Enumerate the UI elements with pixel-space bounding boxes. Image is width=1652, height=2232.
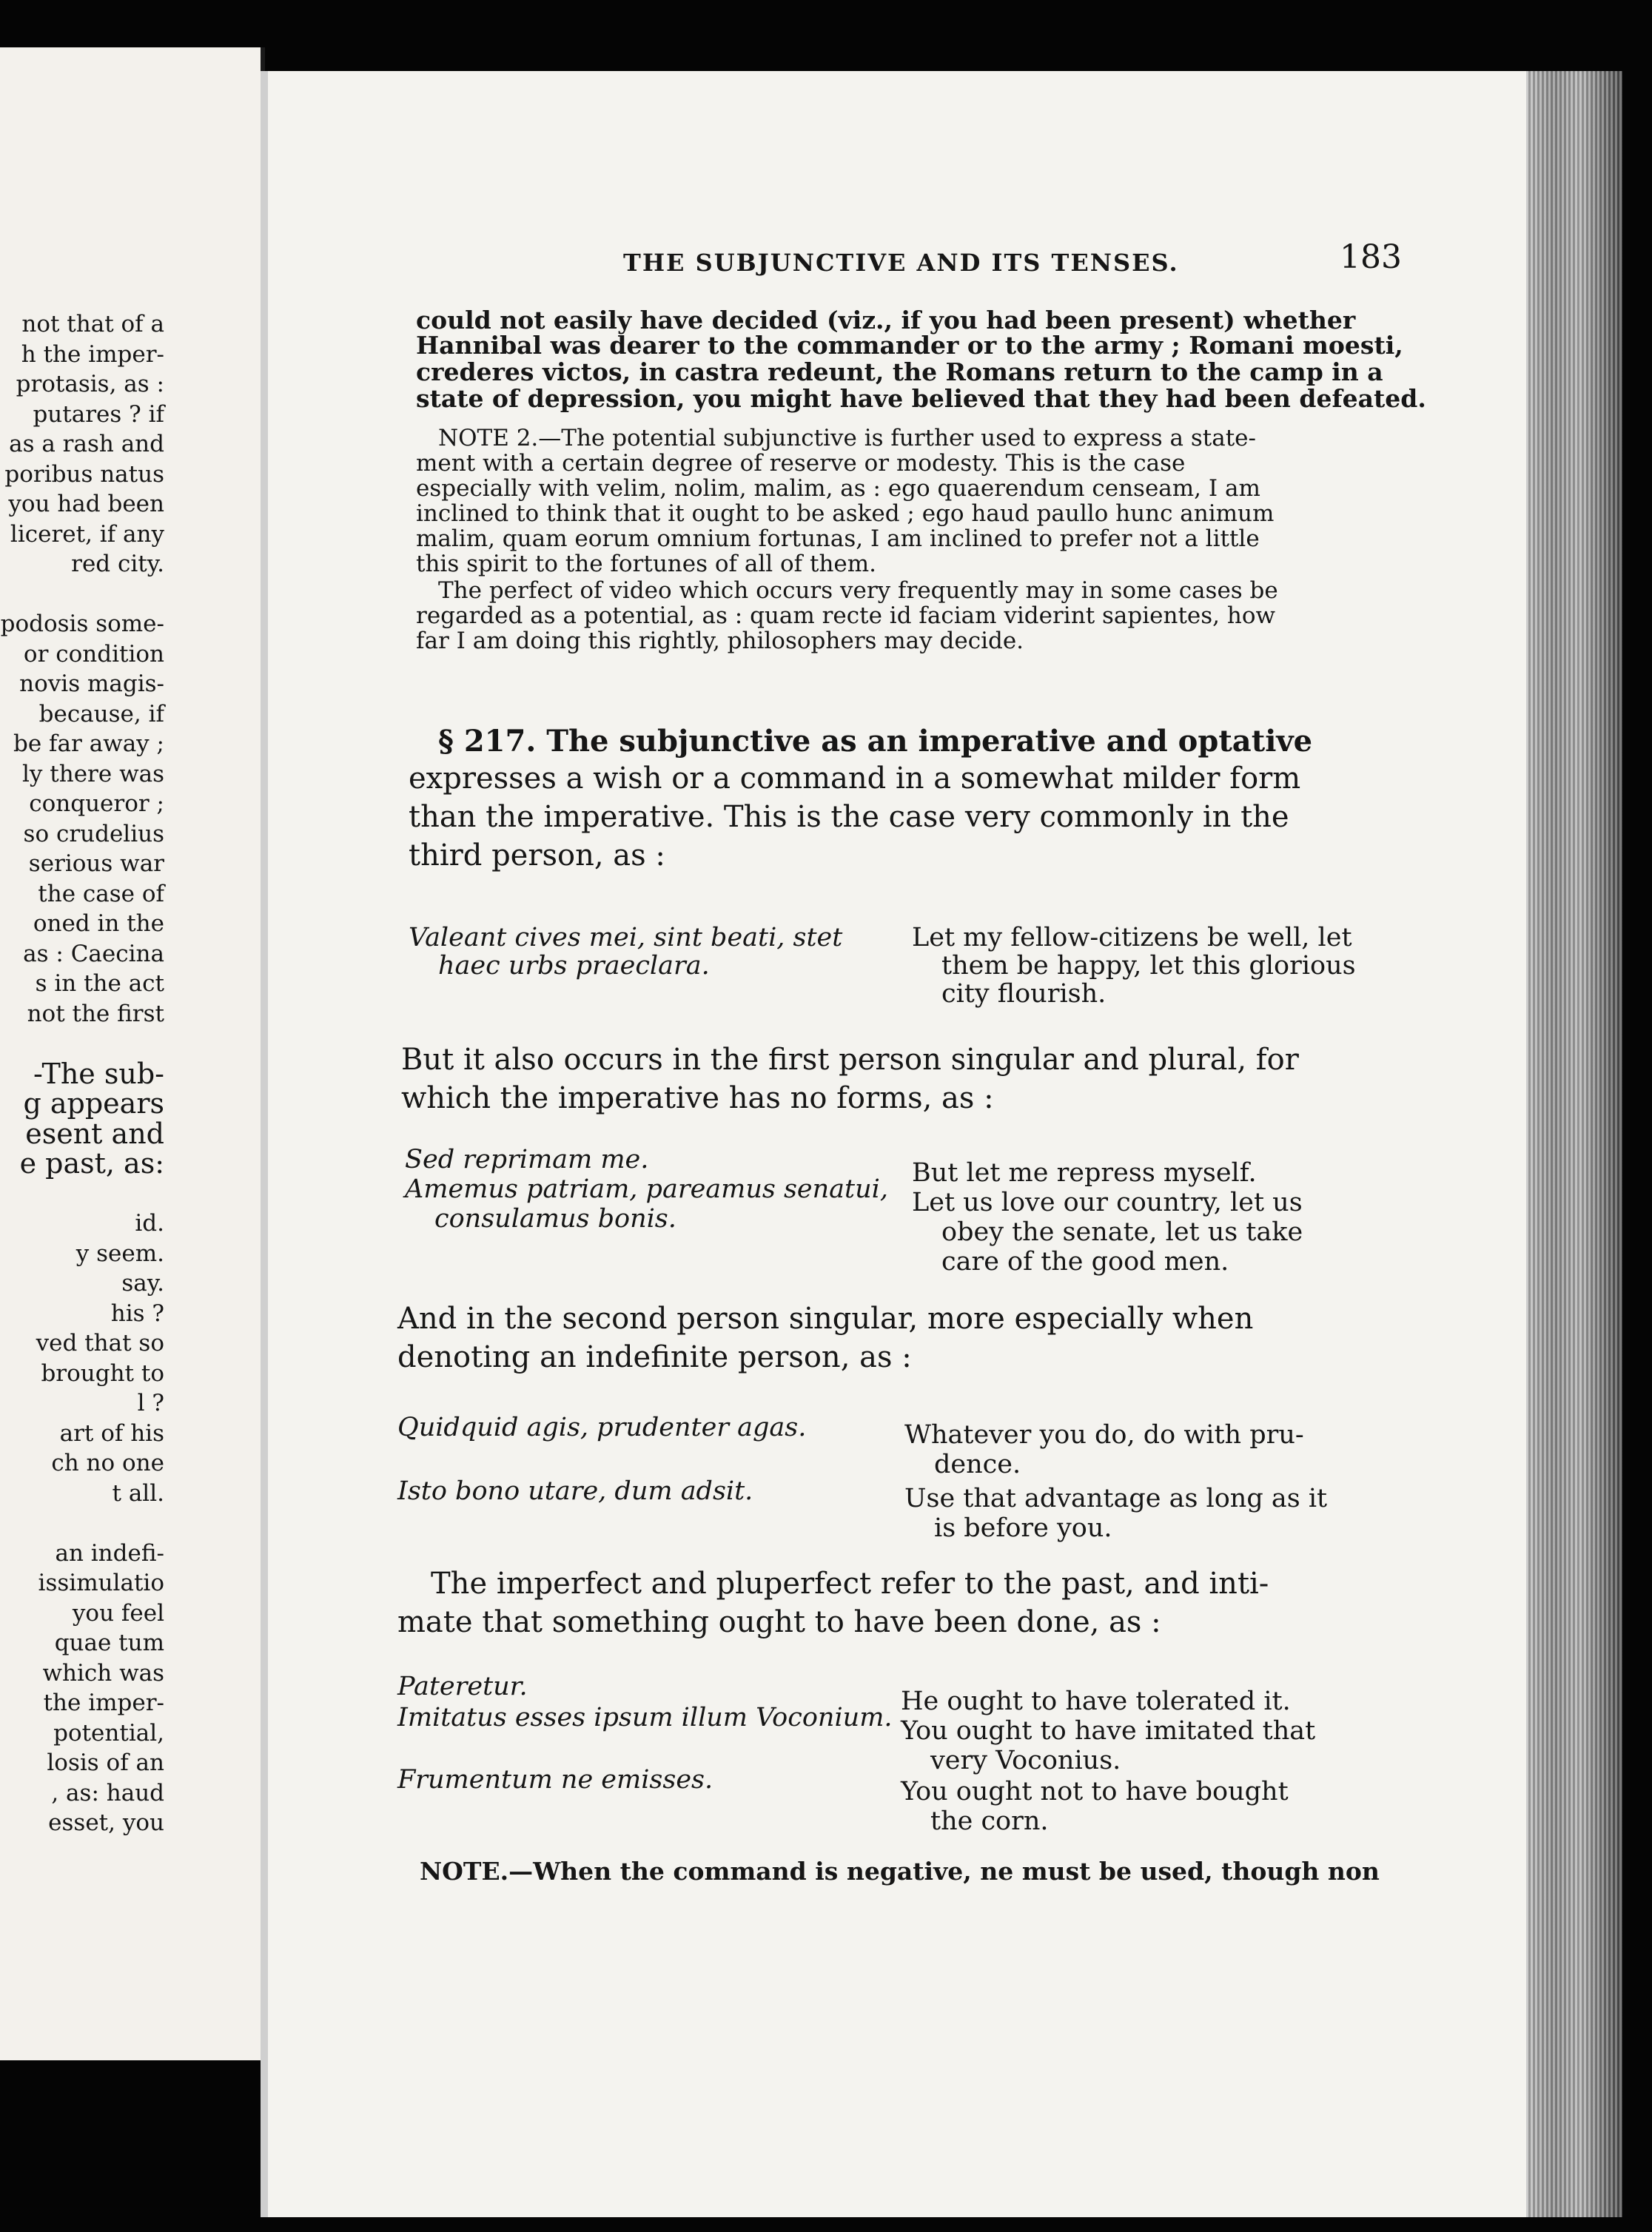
continuation-line-4: state of depression, you might have believed that they had been defeated. — [416, 384, 1426, 413]
previous-page-line: s in the act — [35, 970, 164, 997]
paragraph-past-line-2: mate that something ought to have been done, as : — [397, 1605, 1161, 1639]
previous-page-line: you had been — [8, 491, 164, 517]
note2-line-4: inclined to think that it ought to be asked ; ego haud paullo hunc animum — [416, 500, 1275, 527]
previous-page-line: not that of a — [21, 311, 164, 337]
example-english: You ought not to have bought — [901, 1777, 1289, 1806]
note2-line-7: The perfect of video which occurs very frequently may in some cases be — [438, 577, 1278, 604]
previous-page-line: say. — [121, 1270, 164, 1297]
example-latin: Valeant cives mei, sint beati, stet — [409, 923, 843, 952]
example-latin: Isto bono utare, dum adsit. — [397, 1476, 753, 1506]
note2-line-6: this spirit to the fortunes of all of them. — [416, 551, 877, 577]
previous-page-line: h the imper- — [21, 340, 164, 368]
previous-page-line: potential, — [53, 1719, 164, 1747]
note2-line-5: malim, quam eorum omnium fortunas, I am inclined to prefer not a little — [416, 525, 1260, 552]
example-latin: Quidquid agis, prudenter agas. — [397, 1413, 807, 1442]
example-english: care of the good men. — [941, 1247, 1229, 1277]
note2-line-1: NOTE 2.—The potential subjunctive is further used to express a state- — [438, 425, 1256, 451]
example-latin: Sed reprimam me. — [405, 1145, 649, 1174]
note2-line-3: especially with velim, nolim, malim, as : ego quaerendum censeam, I am — [416, 475, 1260, 502]
example-english: Let us love our country, let us — [912, 1188, 1303, 1217]
running-head: THE SUBJUNCTIVE AND ITS TENSES. — [623, 249, 1179, 277]
previous-page-line: serious war — [28, 850, 164, 877]
section-217-line-2: than the imperative. This is the case very commonly in the — [409, 800, 1289, 834]
previous-page-line: t all. — [112, 1479, 164, 1507]
previous-page-line: an indefi- — [55, 1539, 164, 1567]
previous-page-line: ved that so — [36, 1330, 164, 1357]
page-number: 183 — [1340, 238, 1402, 276]
continuation-line-2: Hannibal was dearer to the commander or to the army ; Romani moesti, — [416, 331, 1403, 360]
previous-page-line: red city. — [71, 551, 164, 577]
previous-page-line: id. — [135, 1210, 164, 1237]
example-latin: haec urbs praeclara. — [438, 951, 710, 981]
previous-page-line: esset, you — [48, 1809, 164, 1836]
example-english: obey the senate, let us take — [941, 1217, 1303, 1247]
previous-page-line: as a rash and — [9, 431, 164, 457]
example-english: dence. — [934, 1450, 1021, 1479]
previous-page-line: , as: haud — [51, 1779, 164, 1806]
previous-page-line: conqueror ; — [29, 790, 164, 817]
example-latin: Imitatus esses ipsum illum Voconium. — [397, 1703, 893, 1732]
example-english: But let me repress myself. — [912, 1158, 1257, 1188]
example-english: He ought to have tolerated it. — [901, 1687, 1291, 1716]
example-english: them be happy, let this glorious — [941, 951, 1356, 981]
continuation-line-1: could not easily have decided (viz., if you had been present) whether — [416, 306, 1356, 335]
previous-page-line: g appears — [23, 1087, 164, 1120]
example-latin: Amemus patriam, pareamus senatui, — [405, 1174, 888, 1204]
note2-line-9: far I am doing this rightly, philosophers may decide. — [416, 628, 1024, 654]
section-217-line-1: expresses a wish or a command in a somewhat milder form — [409, 762, 1301, 796]
previous-page-line: l ? — [137, 1390, 164, 1416]
previous-page-line: putares ? if — [33, 400, 164, 428]
example-latin: Pateretur. — [397, 1672, 528, 1701]
previous-page-line: so crudelius — [23, 820, 164, 847]
example-latin: Frumentum ne emisses. — [397, 1765, 713, 1795]
previous-page-line: because, if — [38, 700, 164, 727]
example-english: city flourish. — [941, 979, 1107, 1009]
previous-page-line: losis of an — [47, 1749, 164, 1776]
book-page — [261, 71, 1622, 2217]
previous-page-line: quae tum — [54, 1630, 164, 1656]
previous-page-line: y seem. — [75, 1240, 164, 1267]
paragraph-past-line-1: The imperfect and pluperfect refer to the past, and inti- — [431, 1567, 1269, 1601]
previous-page-line: art of his — [59, 1419, 164, 1447]
previous-page-line: oned in the — [33, 910, 164, 937]
page-edge-stack — [1526, 71, 1622, 2217]
paragraph-first-person-line-1: But it also occurs in the first person singular and plural, for — [401, 1043, 1299, 1077]
paragraph-second-person-line-2: denoting an indefinite person, as : — [397, 1340, 912, 1374]
previous-page-line: ly there was — [22, 760, 164, 787]
previous-page-line: liceret, if any — [10, 520, 164, 548]
example-english: You ought to have imitated that — [901, 1716, 1316, 1746]
previous-page-line: or condition — [23, 640, 164, 668]
previous-page-line: e past, as: — [19, 1147, 164, 1180]
final-note: NOTE.—When the command is negative, ne must be used, though non — [420, 1857, 1380, 1886]
example-english: the corn. — [930, 1806, 1049, 1836]
previous-page-line: be far away ; — [13, 730, 164, 757]
previous-page-line: esent and — [25, 1117, 164, 1150]
example-english: very Voconius. — [930, 1746, 1121, 1775]
previous-page-line: ch no one — [51, 1450, 164, 1476]
example-english: Use that advantage as long as it — [904, 1484, 1328, 1513]
previous-page-line: the case of — [38, 880, 164, 907]
previous-page-line: brought to — [41, 1359, 164, 1387]
paragraph-first-person-line-2: which the imperative has no forms, as : — [401, 1081, 994, 1115]
previous-page-line: his ? — [110, 1300, 164, 1327]
previous-page-line: novis magis- — [19, 670, 164, 697]
previous-page-fragment — [0, 47, 265, 2060]
previous-page-line: as : Caecina — [23, 940, 164, 967]
example-english: is before you. — [934, 1513, 1112, 1543]
note2-line-8: regarded as a potential, as : quam recte id faciam viderint sapientes, how — [416, 602, 1276, 629]
note2-line-2: ment with a certain degree of reserve or modesty. This is the case — [416, 450, 1186, 477]
section-217-line-3: third person, as : — [409, 838, 665, 873]
example-english: Whatever you do, do with pru- — [904, 1420, 1304, 1450]
previous-page-line: poribus natus — [4, 460, 164, 488]
continuation-line-3: crederes victos, in castra redeunt, the Romans return to the camp in a — [416, 357, 1383, 386]
previous-page-line: protasis, as : — [16, 371, 164, 397]
previous-page-line: you feel — [72, 1599, 164, 1627]
previous-page-line: not the first — [27, 1000, 164, 1027]
example-latin: consulamus bonis. — [434, 1204, 676, 1234]
paragraph-second-person-line-1: And in the second person singular, more especially when — [397, 1302, 1254, 1336]
previous-page-line: the imper- — [43, 1690, 164, 1716]
previous-page-line: which was — [42, 1659, 164, 1687]
previous-page-line: podosis some- — [0, 611, 164, 637]
section-217-heading: § 217. The subjunctive as an imperative and optative — [438, 724, 1313, 759]
previous-page-line: -The sub- — [33, 1057, 164, 1090]
previous-page-line: issimulatio — [38, 1570, 164, 1596]
example-english: Let my fellow-citizens be well, let — [912, 923, 1352, 952]
